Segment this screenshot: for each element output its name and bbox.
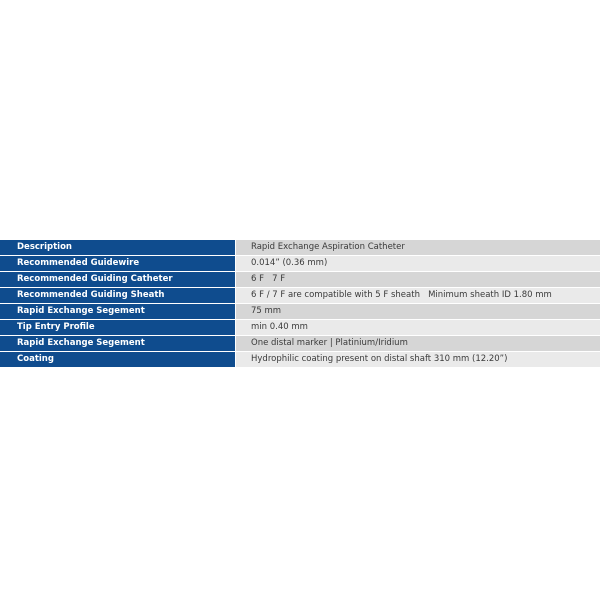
spec-table	[0, 240, 600, 368]
spec-value: min 0.40 mm	[236, 320, 600, 335]
spec-value: 6 F 7 F	[236, 272, 600, 287]
spec-row	[0, 336, 600, 352]
spec-value: 75 mm	[236, 304, 600, 319]
spec-label: Recommended Guiding Catheter	[0, 272, 235, 287]
spec-row	[0, 240, 600, 256]
spec-label: Recommended Guidewire	[0, 256, 235, 271]
spec-row	[0, 320, 600, 336]
spec-value: Rapid Exchange Aspiration Catheter	[236, 240, 600, 255]
spec-row	[0, 272, 600, 288]
spec-label: Description	[0, 240, 235, 255]
spec-value: One distal marker | Platinium/Iridium	[236, 336, 600, 351]
spec-label: Rapid Exchange Segement	[0, 336, 235, 351]
spec-row	[0, 304, 600, 320]
spec-row	[0, 288, 600, 304]
spec-row	[0, 256, 600, 272]
spec-label: Tip Entry Profile	[0, 320, 235, 335]
spec-row	[0, 352, 600, 368]
spec-label: Recommended Guiding Sheath	[0, 288, 235, 303]
spec-value: 0.014” (0.36 mm)	[236, 256, 600, 271]
spec-label: Coating	[0, 352, 235, 367]
spec-value: Hydrophilic coating present on distal shaft 310 mm (12.20”)	[236, 352, 600, 367]
spec-label: Rapid Exchange Segement	[0, 304, 235, 319]
spec-value: 6 F / 7 F are compatible with 5 F sheath Minimum sheath ID 1.80 mm	[236, 288, 600, 303]
